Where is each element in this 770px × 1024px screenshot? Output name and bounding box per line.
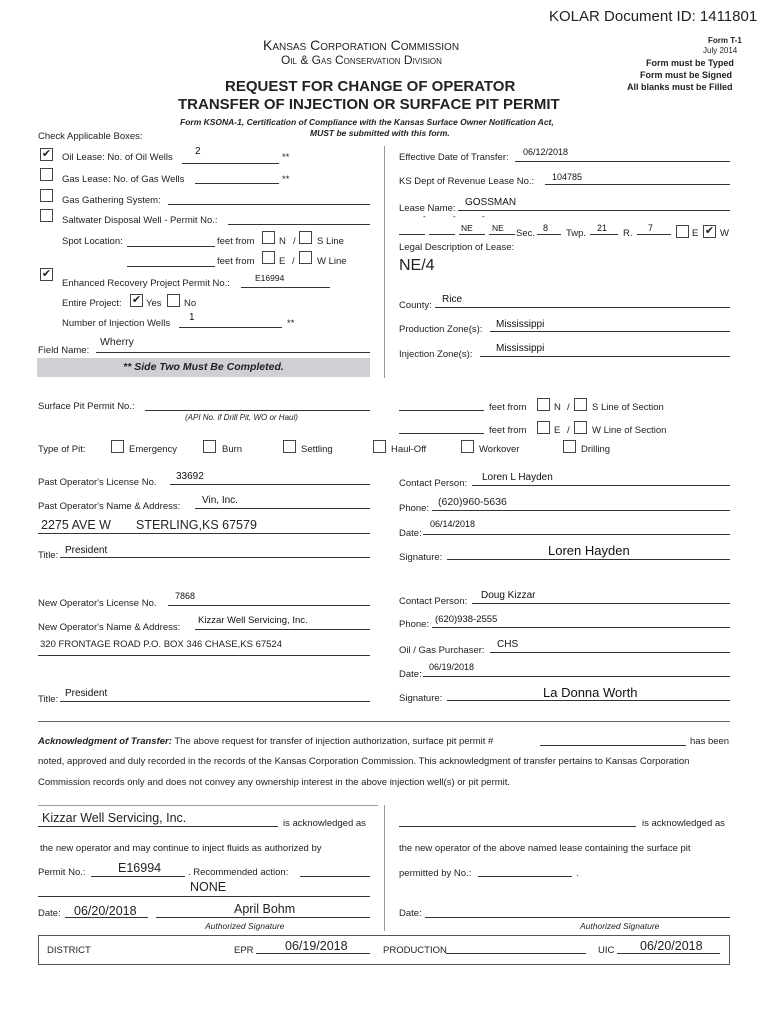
new-date-label: Date: [399, 669, 422, 680]
past-name-value[interactable]: Vin, Inc. [202, 495, 238, 506]
past-date-label: Date: [399, 528, 422, 539]
new-signature-line [447, 700, 730, 701]
gas-star: ** [282, 174, 290, 185]
quarter-ne-2[interactable]: NE [492, 223, 504, 233]
pit-s-checkbox[interactable] [574, 398, 587, 411]
past-license-value[interactable]: 33692 [176, 471, 204, 482]
pit-burn-label: Burn [222, 444, 243, 455]
surface-pit-label: Surface Pit Permit No.: [38, 401, 135, 412]
spot-w-line-label: W Line [317, 256, 347, 267]
new-name-label: New Operator's Name & Address: [38, 622, 181, 633]
req-filled: All blanks must be Filled [627, 82, 733, 92]
ack-text-3: Commission records only and does not convey any ownership interest in the above injection well(s) or pit permit. [38, 777, 511, 788]
sec-label: Sec. [516, 228, 536, 239]
erp-line [241, 287, 330, 288]
req-signed: Form must be Signed [640, 70, 733, 80]
side-two-banner: ** Side Two Must Be Completed. [37, 358, 370, 377]
new-signature-label: Signature: [399, 693, 443, 704]
form-subtitle-2: MUST be submitted with this form. [310, 128, 450, 138]
pit-workover-label: Workover [479, 444, 520, 455]
new-license-line [168, 605, 370, 606]
spot-slash-2: / [292, 256, 295, 267]
left-date-value[interactable]: 06/20/2018 [74, 904, 137, 918]
effective-date-line [515, 161, 730, 162]
right-authorized-signature: Authorized Signature [580, 921, 660, 931]
field-name-label: Field Name: [38, 345, 90, 356]
pit-settling-label: Settling [301, 444, 333, 455]
range-e-label: E [692, 228, 699, 239]
spot-e-label: E [279, 256, 286, 267]
pit-feet-from-ew: feet from [489, 425, 527, 436]
injection-zone-line [480, 356, 730, 357]
permitted-by-line[interactable] [478, 876, 572, 877]
footer-district: DISTRICT [47, 945, 91, 956]
sec-value[interactable]: 8 [543, 223, 549, 233]
swd-permit-line[interactable] [228, 224, 370, 225]
gas-gathering-line[interactable] [168, 204, 370, 205]
pit-hauloff-checkbox[interactable] [373, 440, 386, 453]
past-contact-label: Contact Person: [399, 478, 468, 489]
new-phone-line [432, 627, 730, 628]
permitted-by-dot: . [576, 868, 579, 879]
footer-production-line[interactable] [446, 953, 586, 954]
spot-s-checkbox[interactable] [299, 231, 312, 244]
spot-n-checkbox[interactable] [262, 231, 275, 244]
range-line [637, 234, 671, 235]
division-name: Oil & Gas Conservation Division [281, 53, 442, 67]
quarter-line-3 [459, 234, 485, 235]
permitted-by-label: permitted by No.: [399, 868, 472, 879]
new-address-value[interactable]: 320 FRONTAGE ROAD P.O. BOX 346 CHASE,KS 67524 [40, 639, 282, 650]
past-license-line [170, 484, 370, 485]
twp-label: Twp. [566, 228, 587, 239]
inj-wells-value[interactable]: 1 [189, 312, 195, 323]
past-signature-line [447, 559, 730, 560]
legal-desc-label: Legal Description of Lease: [399, 242, 515, 253]
range-label: R. [623, 228, 633, 239]
erp-permit-value[interactable]: E16994 [255, 273, 285, 283]
inj-wells-label: Number of Injection Wells [62, 318, 171, 329]
gas-lease-checkbox[interactable] [40, 168, 53, 181]
new-title-label: Title: [38, 694, 59, 705]
past-date-line [423, 534, 730, 535]
ack-text-2: noted, approved and duly recorded in the records of the Kansas Corporation Commission. This acknowledgment of transfer pertains to Kansas Corporation [38, 756, 690, 767]
pit-burn-checkbox[interactable] [203, 440, 216, 453]
left-signature-line [156, 917, 370, 918]
lease-name-value[interactable]: GOSSMAN [465, 197, 517, 208]
gas-lease-label: Gas Lease: No. of Gas Wells [62, 174, 185, 185]
new-phone-label: Phone: [399, 619, 430, 630]
quarter-dash-3: - [482, 212, 485, 221]
recommended-action-value[interactable]: NONE [190, 880, 227, 894]
new-signature-value[interactable]: La Donna Worth [543, 685, 638, 700]
pit-drilling-label: Drilling [581, 444, 611, 455]
new-license-value[interactable]: 7868 [175, 591, 196, 601]
past-title-line [60, 557, 370, 558]
past-license-label: Past Operator's License No. [38, 477, 157, 488]
new-phone-value[interactable]: (620)938-2555 [435, 614, 498, 625]
swd-label: Saltwater Disposal Well - Permit No.: [62, 215, 218, 226]
new-contact-label: Contact Person: [399, 596, 468, 607]
production-zone-value[interactable]: Mississippi [496, 319, 545, 330]
field-name-value[interactable]: Wherry [100, 336, 134, 348]
past-address-street[interactable]: 2275 AVE W [41, 518, 111, 532]
gas-gathering-checkbox[interactable] [40, 189, 53, 202]
entire-yes-label: Yes [146, 298, 162, 309]
pit-e-checkbox[interactable] [537, 421, 550, 434]
surface-pit-line[interactable] [145, 410, 370, 411]
ack-body-1: The above request for transfer of injection authorization, surface pit permit # [174, 736, 494, 747]
form-subtitle-1: Form KSONA-1, Certification of Compliance with the Kansas Surface Owner Notification Act, [180, 117, 554, 127]
oil-lease-checkbox[interactable]: ✔ [41, 148, 52, 160]
ack-company-line [38, 826, 278, 827]
legal-desc-value[interactable]: NE/4 [399, 257, 435, 274]
pit-type-label: Type of Pit: [38, 444, 86, 455]
quarter-dash-2: - [453, 212, 456, 221]
past-phone-value[interactable]: (620)960-5636 [438, 496, 507, 508]
footer-uic-line [617, 953, 720, 954]
spot-s-line-label: S Line [317, 236, 344, 247]
spot-ew-line[interactable] [127, 266, 215, 267]
quarter-line-4 [489, 234, 515, 235]
section-divider [38, 721, 730, 722]
new-license-label: New Operator's License No. [38, 598, 157, 609]
new-purchaser-label: Oil / Gas Purchaser: [399, 645, 485, 656]
entire-yes-checkbox[interactable]: ✔ [131, 294, 142, 306]
spot-e-checkbox[interactable] [262, 251, 275, 264]
spot-feet-from-ns: feet from [217, 236, 255, 247]
past-signature-label: Signature: [399, 552, 443, 563]
swd-checkbox[interactable] [40, 209, 53, 222]
left-signature-value[interactable]: April Bohm [234, 902, 296, 916]
lease-name-line [458, 210, 730, 211]
new-name-line [195, 629, 370, 630]
effective-date-value[interactable]: 06/12/2018 [523, 147, 569, 157]
pit-w-line-label: W Line of Section [592, 425, 667, 436]
entire-no-checkbox[interactable] [167, 294, 180, 307]
pit-hauloff-label: Haul-Off [391, 444, 427, 455]
past-name-label: Past Operator's Name & Address: [38, 501, 181, 512]
county-line [435, 307, 730, 308]
past-contact-value[interactable]: Loren L Hayden [482, 472, 553, 483]
bottom-left-top-rule [38, 805, 378, 806]
production-zone-label: Production Zone(s): [399, 324, 483, 335]
past-signature-value[interactable]: Loren Hayden [548, 543, 630, 558]
new-date-value[interactable]: 06/19/2018 [429, 662, 475, 672]
gas-gathering-label: Gas Gathering System: [62, 195, 161, 206]
permit-no-line [91, 876, 185, 877]
agency-name: Kansas Corporation Commission [263, 37, 460, 53]
quarter-ne-1[interactable]: NE [461, 223, 473, 233]
permit-no-label: Permit No.: [38, 867, 86, 878]
erp-checkbox[interactable]: ✔ [41, 268, 52, 280]
county-value[interactable]: Rice [442, 294, 463, 305]
ack-permit-line[interactable] [540, 745, 686, 746]
past-date-value[interactable]: 06/14/2018 [430, 519, 476, 529]
past-contact-line [472, 485, 730, 486]
pit-ns-line[interactable] [399, 410, 484, 411]
ack-text-1 [38, 736, 493, 747]
past-title-label: Title: [38, 550, 59, 561]
past-title-value[interactable]: President [65, 545, 108, 556]
past-address-city[interactable]: STERLING,KS 67579 [136, 518, 257, 532]
past-phone-label: Phone: [399, 503, 430, 514]
form-title-1: REQUEST FOR CHANGE OF OPERATOR [225, 78, 516, 95]
quarter-line-2[interactable] [429, 234, 455, 235]
twp-line [590, 234, 618, 235]
form-number: Form T-1 [708, 36, 742, 45]
quarter-dash-1: - [423, 212, 426, 221]
past-phone-line [432, 510, 730, 511]
county-label: County: [399, 300, 432, 311]
spot-location-label: Spot Location: [62, 236, 123, 247]
recommended-action-line-2 [38, 896, 370, 897]
footer-epr: EPR [234, 945, 254, 956]
ksdor-value[interactable]: 104785 [552, 172, 583, 182]
footer-epr-line [256, 953, 370, 954]
range-e-checkbox[interactable] [676, 225, 689, 238]
pit-n-label: N [554, 402, 561, 413]
pit-feet-from-ns: feet from [489, 402, 527, 413]
footer-uic-date[interactable]: 06/20/2018 [640, 939, 703, 953]
pit-settling-checkbox[interactable] [283, 440, 296, 453]
pit-e-label: E [554, 425, 561, 436]
production-zone-line [490, 331, 730, 332]
new-purchaser-value[interactable]: CHS [497, 639, 519, 650]
twp-value[interactable]: 21 [597, 223, 608, 233]
ksdor-label: KS Dept of Revenue Lease No.: [399, 176, 535, 187]
past-name-line [195, 508, 370, 509]
ack-right-line[interactable] [399, 826, 636, 827]
ack-right-suffix: is acknowledged as [642, 818, 725, 829]
spot-slash-1: / [293, 236, 296, 247]
recommended-action-label: . Recommended action: [188, 867, 289, 878]
footer-uic: UIC [598, 945, 615, 956]
new-date-line [423, 676, 730, 677]
past-address-line [38, 533, 370, 534]
spot-n-label: N [279, 236, 286, 247]
pit-drilling-checkbox[interactable] [563, 440, 576, 453]
injection-zone-label: Injection Zone(s): [399, 349, 473, 360]
pit-w-checkbox[interactable] [574, 421, 587, 434]
sec-line [537, 234, 561, 235]
right-date-line[interactable] [425, 917, 730, 918]
ack-company-value[interactable]: Kizzar Well Servicing, Inc. [42, 811, 187, 825]
ack-right-text: the new operator of the above named lease containing the surface pit [399, 843, 691, 854]
range-w-checkbox[interactable]: ✔ [704, 225, 715, 237]
ack-left-suffix: is acknowledged as [283, 818, 366, 829]
erp-label: Enhanced Recovery Project Permit No.: [62, 278, 230, 289]
pit-ew-line[interactable] [399, 433, 484, 434]
check-applicable-label: Check Applicable Boxes: [38, 131, 143, 142]
oil-wells-line [182, 163, 279, 164]
new-title-line [60, 701, 370, 702]
bottom-divider [384, 805, 385, 931]
pit-n-checkbox[interactable] [537, 398, 550, 411]
new-contact-value[interactable]: Doug Kizzar [481, 590, 536, 601]
inj-wells-line [179, 327, 282, 328]
new-contact-line [472, 603, 730, 604]
lease-name-label: Lease Name: [399, 203, 456, 214]
pit-slash-1: / [567, 402, 570, 413]
left-authorized-signature: Authorized Signature [205, 921, 285, 931]
ksdor-line [545, 184, 730, 185]
column-divider [384, 146, 385, 378]
pit-emergency-checkbox[interactable] [111, 440, 124, 453]
field-name-line [96, 352, 370, 353]
inj-star: ** [287, 318, 295, 329]
entire-no-label: No [184, 298, 197, 309]
quarter-line-1[interactable] [399, 234, 425, 235]
oil-lease-label: Oil Lease: No. of Oil Wells [62, 152, 173, 163]
pit-s-line-label: S Line of Section [592, 402, 664, 413]
entire-project-label: Entire Project: [62, 298, 122, 309]
new-address-line [38, 655, 370, 656]
pit-workover-checkbox[interactable] [461, 440, 474, 453]
oil-wells-value[interactable]: 2 [195, 146, 201, 157]
gas-wells-line[interactable] [195, 183, 279, 184]
effective-date-label: Effective Date of Transfer: [399, 152, 509, 163]
left-date-label: Date: [38, 908, 61, 919]
new-purchaser-line [490, 652, 730, 653]
footer-production: PRODUCTION [383, 945, 447, 956]
ack-left-text: the new operator and may continue to inject fluids as authorized by [40, 843, 322, 854]
form-date: July 2014 [703, 46, 738, 55]
req-typed: Form must be Typed [646, 58, 734, 68]
recommended-action-line-1[interactable] [300, 876, 370, 877]
kolar-document-id: KOLAR Document ID: 1411801 [549, 8, 758, 25]
footer-epr-date[interactable]: 06/19/2018 [285, 939, 348, 953]
ack-lead: Acknowledgment of Transfer: [38, 736, 172, 747]
range-w-label: W [720, 228, 729, 239]
surface-pit-api-note: (API No. if Drill Pit, WO or Haul) [185, 413, 298, 422]
spot-feet-from-ew: feet from [217, 256, 255, 267]
new-name-value[interactable]: Kizzar Well Servicing, Inc. [198, 615, 308, 626]
right-date-label: Date: [399, 908, 422, 919]
spot-ns-line[interactable] [127, 246, 215, 247]
oil-star: ** [282, 152, 290, 163]
pit-slash-2: / [567, 425, 570, 436]
form-title-2: TRANSFER OF INJECTION OR SURFACE PIT PERMIT [178, 96, 560, 113]
ack-has-been: has been [690, 736, 730, 747]
pit-emergency-label: Emergency [129, 444, 178, 455]
permit-no-value[interactable]: E16994 [118, 861, 162, 875]
injection-zone-value[interactable]: Mississippi [496, 343, 545, 354]
range-value[interactable]: 7 [648, 223, 654, 233]
spot-w-checkbox[interactable] [299, 251, 312, 264]
new-title-value[interactable]: President [65, 688, 108, 699]
